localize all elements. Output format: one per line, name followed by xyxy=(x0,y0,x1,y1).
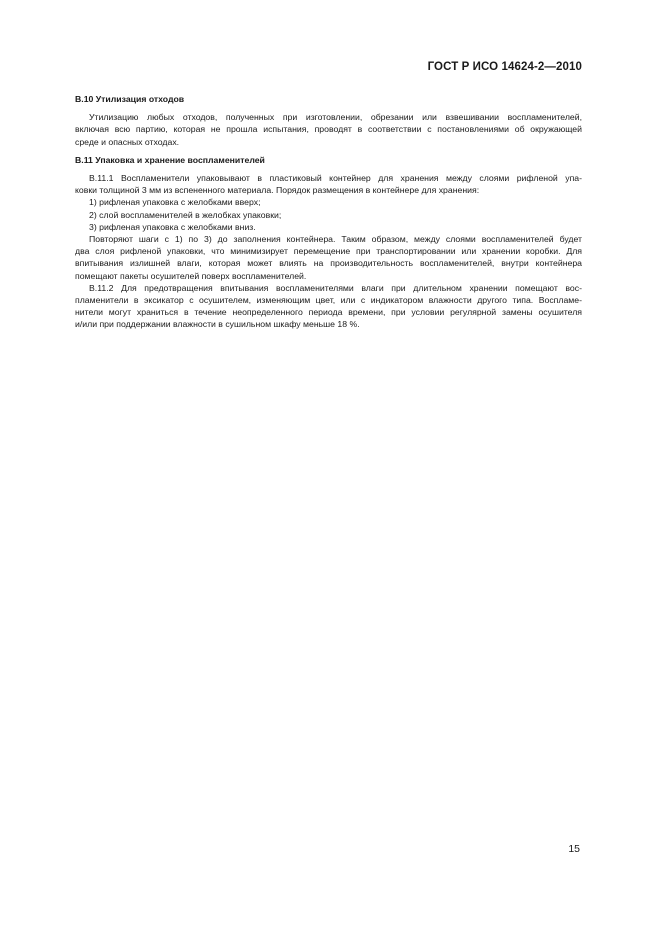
paragraph-waste-disposal xyxy=(75,111,582,148)
paragraph-long-storage xyxy=(75,282,582,331)
text-line: Утилизацию любых отходов, полученных при изготовлении, обрезании или взвешивании воспламенителей, xyxy=(89,112,582,123)
section-heading-b10: В.10 Утилизация отходов xyxy=(75,94,185,104)
text-line: В.11.2 Для предотвращения впитывания воспламенителями влаги при длительном хранении помещают вос- xyxy=(89,282,582,293)
text-line: нители могут храниться в течение неопределенного периода времени, при условии регулярной замены осушителя xyxy=(75,307,582,318)
paragraph-packaging xyxy=(75,172,582,196)
text-line: включая всю партию, которая не прошла испытания, проводят в соответствии с постановлениями об окружающей xyxy=(75,124,582,135)
document-code: ГОСТ Р ИСО 14624-2—2010 xyxy=(427,61,582,73)
text-line: пламенители в эксикатор с осушителем, изменяющим цвет, или с индикатором влажности другого типа. Воспламе- xyxy=(75,294,582,305)
list-item: 2) слой воспламенителей в желобках упаковки; xyxy=(89,209,282,220)
text-line: два слоя рифленой упаковки, что минимизирует перемещение при транспортировании или хранении коробки. Для xyxy=(75,246,582,257)
document-body xyxy=(75,93,582,331)
text-line: помещают пакеты осушителей поверх воспламенителей. xyxy=(75,270,307,281)
text-line: впитывания излишней влаги, которая может влиять на производительность воспламенителей, внутри контейнера xyxy=(75,258,582,269)
page-number: 15 xyxy=(568,843,580,855)
text-line: Повторяют шаги с 1) по 3) до заполнения контейнера. Таким образом, между слоями воспламенителей будет xyxy=(89,233,582,244)
section-heading-b11: В.11 Упаковка и хранение воспламенителей xyxy=(75,154,265,165)
text-line: среде и опасных отходах. xyxy=(75,136,180,147)
list-item: 3) рифленая упаковка с желобками вниз. xyxy=(89,221,256,232)
text-line: ковки толщиной 3 мм из вспененного материала. Порядок размещения в контейнере для хранения: xyxy=(75,185,480,196)
list-item: 1) рифленая упаковка с желобками вверх; xyxy=(89,197,261,208)
text-line: и/или при поддержании влажности в сушильном шкафу меньше 18 %. xyxy=(75,319,360,330)
text-line: В.11.1 Воспламенители упаковывают в пластиковый контейнер для хранения между слоями рифленой упа- xyxy=(89,172,582,183)
paragraph-repeat-steps xyxy=(75,233,582,282)
packaging-steps-list xyxy=(75,196,582,233)
